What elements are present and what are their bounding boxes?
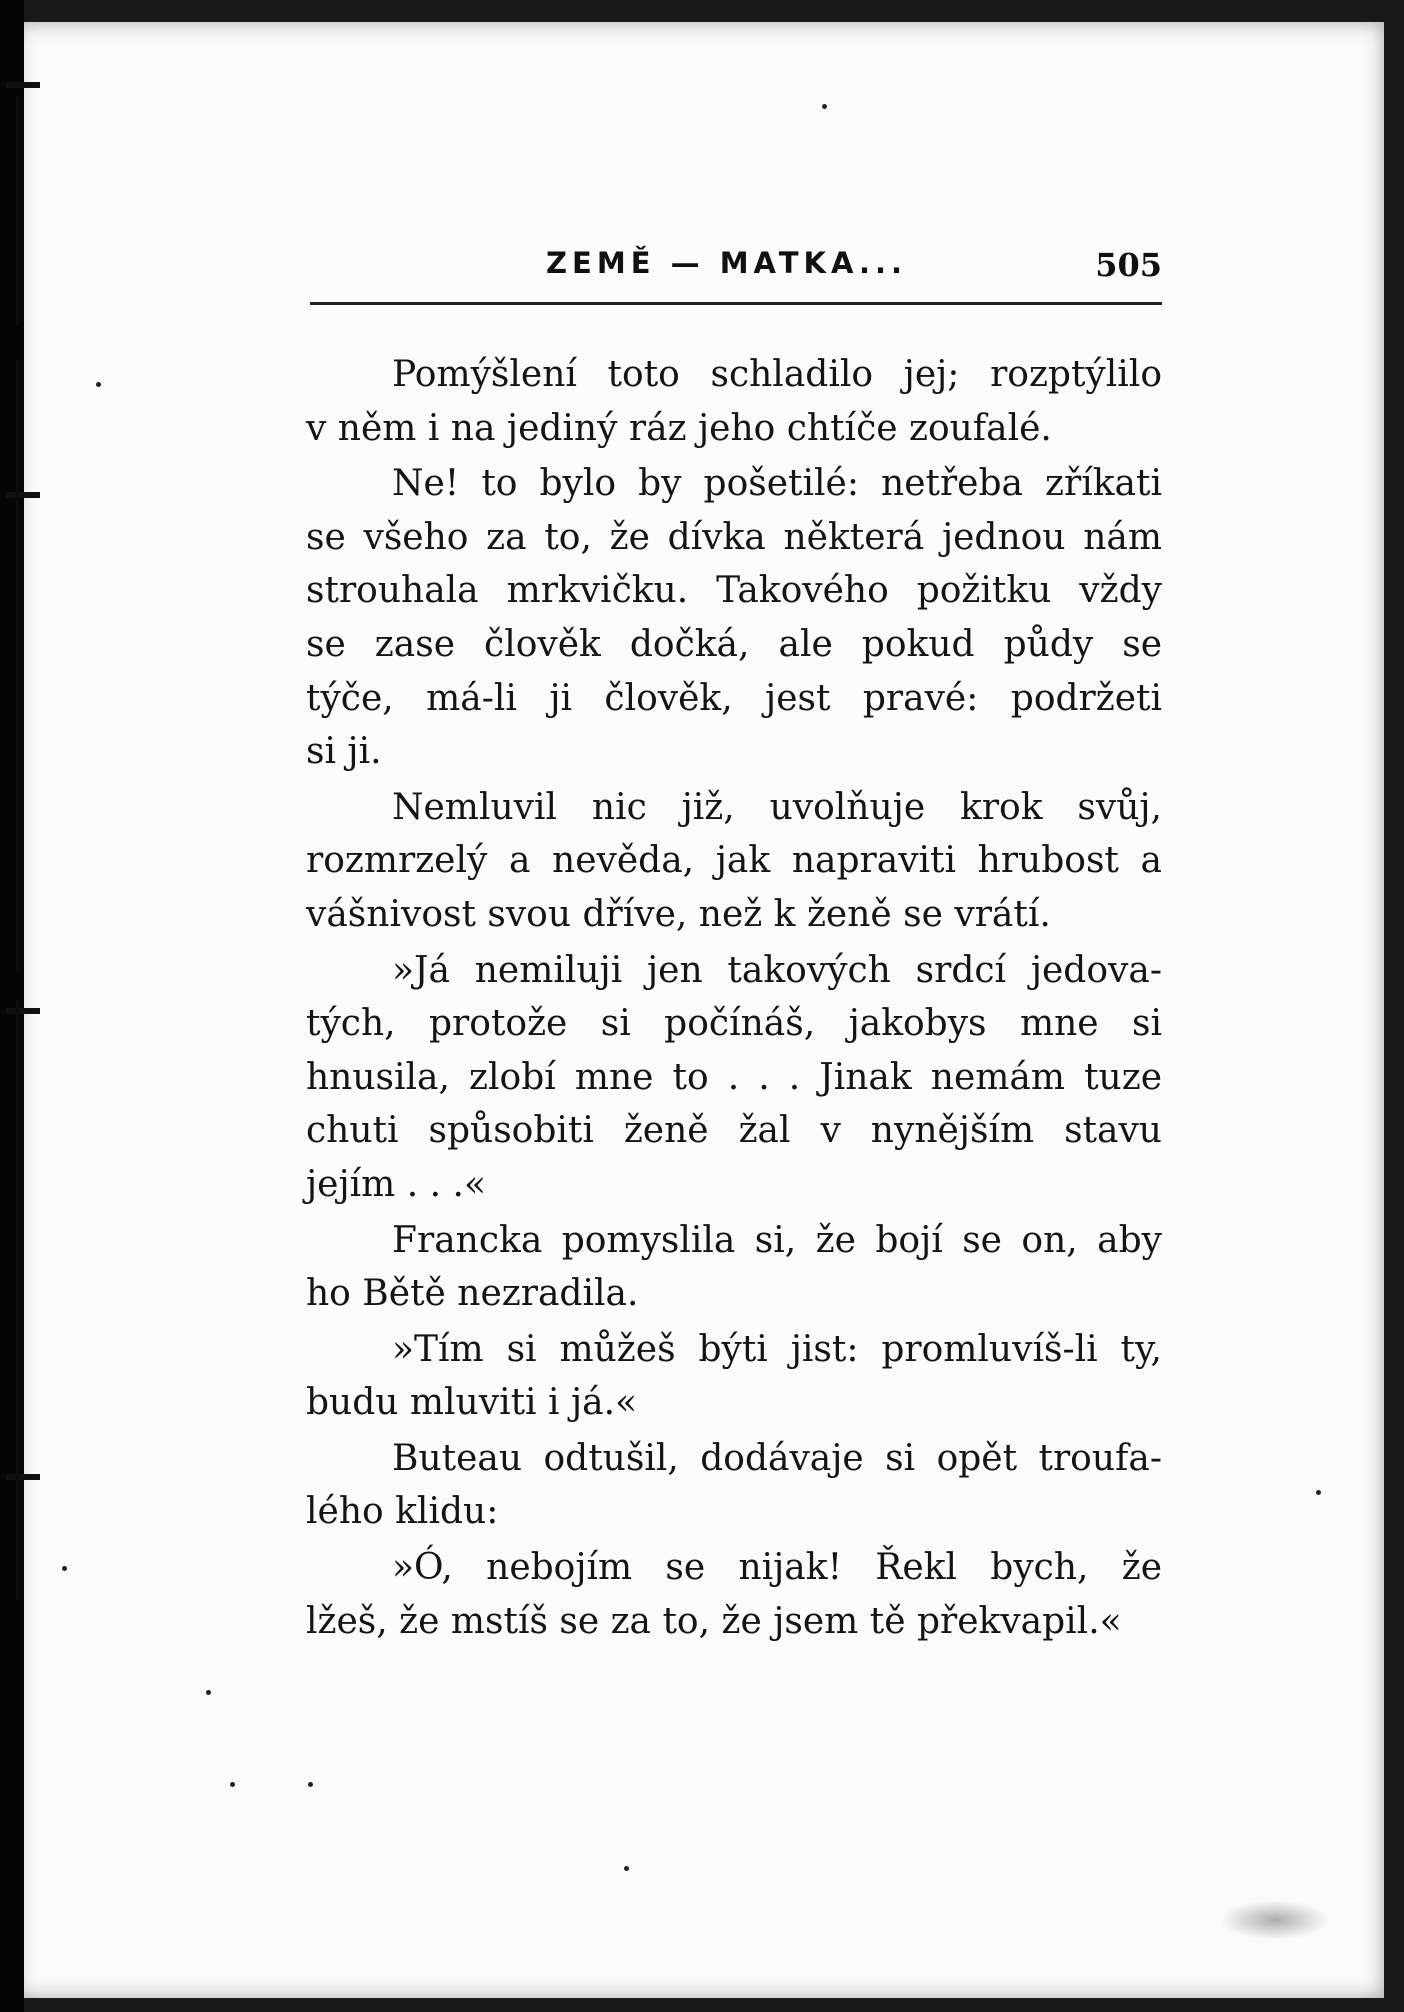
speck: [206, 1690, 211, 1695]
binding-mark: [6, 82, 40, 88]
binding-line: [16, 360, 19, 970]
text-line: Nemluvil nic již, uvolňuje krok svůj,: [392, 786, 1162, 828]
binding-mark: [6, 1008, 40, 1014]
text-line: rozmrzelý a nevěda, jak napraviti hrubost a: [306, 840, 1162, 882]
paragraph: [306, 1214, 1162, 1321]
speck: [230, 1782, 235, 1787]
text-line: ho Bětě nezradila.: [306, 1273, 639, 1315]
text-line: jejím . . .«: [306, 1163, 486, 1205]
text-line: strouhala mrkvičku. Takového požitku vždy: [306, 570, 1162, 612]
running-title: ZEMĚ — MATKA...: [546, 246, 908, 280]
running-head: [310, 246, 1162, 304]
speck: [62, 1566, 67, 1571]
body-text: [306, 348, 1162, 1648]
page-smudge: [1220, 1900, 1330, 1940]
speck: [96, 382, 101, 387]
binding-mark: [6, 1474, 40, 1480]
text-line: Pomýšlení toto schladilo jej; rozptýlilo: [392, 354, 1162, 395]
text-line: »Já nemiluji jen takových srdcí jedova-: [392, 949, 1162, 991]
paragraph: [306, 1323, 1162, 1430]
speck: [624, 1866, 629, 1871]
text-line: Ne! to bylo by pošetilé: netřeba zříkati: [392, 463, 1162, 505]
text-line: v něm i na jediný ráz jeho chtíče zoufalé.: [306, 407, 1052, 449]
header-rule: [310, 302, 1162, 305]
paragraph: [306, 781, 1162, 942]
binding-line: [16, 1000, 19, 1600]
page-number: 505: [1095, 246, 1162, 284]
book-binding-edge: [0, 0, 24, 2012]
text-line: hnusila, zlobí mne to . . . Jinak nemám tuze: [306, 1056, 1162, 1098]
binding-mark: [6, 492, 40, 498]
speck: [1316, 1490, 1321, 1495]
text-line: »Tím si můžeš býti jist: promluvíš-li ty,: [392, 1328, 1162, 1370]
text-line: Francka pomyslila si, že bojí se on, aby: [392, 1219, 1162, 1261]
paragraph: [306, 944, 1162, 1212]
text-line: týče, má-li ji člověk, jest pravé: podržeti: [306, 677, 1162, 719]
text-line: budu mluviti i já.«: [306, 1382, 638, 1424]
speck: [822, 104, 827, 109]
text-line: lžeš, že mstíš se za to, že jsem tě překvapil.«: [306, 1600, 1122, 1642]
text-line: lého klidu:: [306, 1491, 499, 1533]
paragraph: [306, 1432, 1162, 1539]
text-line: »Ó, nebojím se nijak! Řekl bych, že: [392, 1547, 1162, 1589]
text-line: vášnivost svou dříve, než k ženě se vrátí.: [306, 893, 1051, 935]
text-line: se zase člověk dočká, ale pokud půdy se: [306, 623, 1162, 665]
text-line: chuti spůsobiti ženě žal v nynějším stavu: [306, 1110, 1162, 1152]
text-line: si ji.: [306, 731, 382, 773]
binding-line: [16, 96, 19, 326]
paragraph: [306, 1541, 1162, 1648]
paragraph: [306, 348, 1162, 455]
text-line: Buteau odtušil, dodávaje si opět troufa-: [392, 1437, 1162, 1479]
text-line: se všeho za to, že dívka některá jednou nám: [306, 516, 1162, 558]
paragraph: [306, 457, 1162, 779]
speck: [308, 1782, 313, 1787]
text-line: tých, protože si počínáš, jakobys mne si: [306, 1003, 1162, 1045]
